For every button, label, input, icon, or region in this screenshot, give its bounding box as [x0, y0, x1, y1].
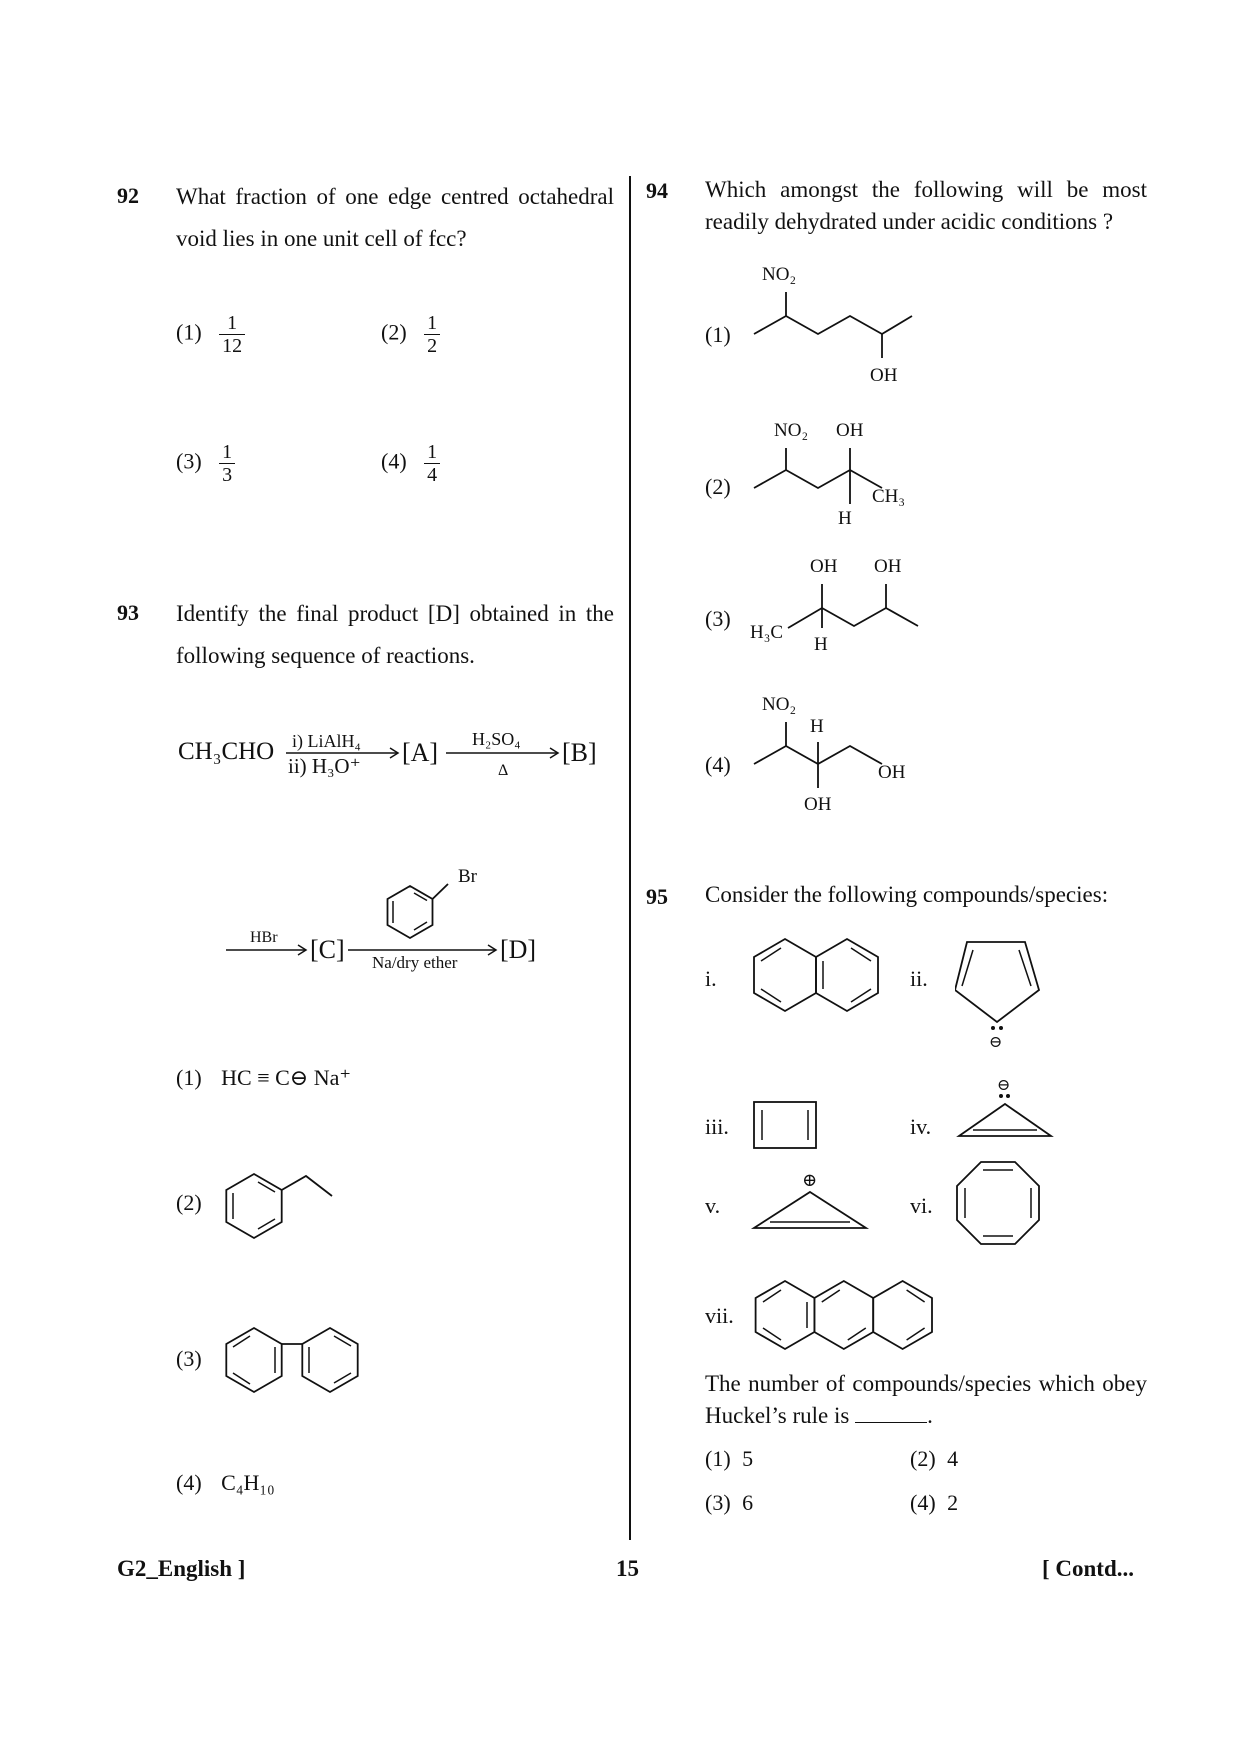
- q95-question-text: The number of compounds/species which obey Huckel’s rule is .: [705, 1371, 1147, 1428]
- svg-text:OH: OH: [804, 794, 832, 815]
- scheme-step4-bottom: Na/dry ether: [372, 953, 458, 972]
- column-divider: [629, 176, 631, 1540]
- q92-option-2[interactable]: [381, 312, 440, 357]
- q92-option-1[interactable]: [176, 312, 245, 357]
- q93-option-1[interactable]: [176, 1065, 351, 1091]
- svg-text:OH: OH: [878, 762, 906, 783]
- q95-option-3[interactable]: (3) 6: [705, 1490, 754, 1515]
- q93-option-4[interactable]: [176, 1470, 275, 1496]
- question-95-text: Consider the following compounds/species:: [705, 882, 1109, 907]
- scheme-step1-top: i) LiAlH₄: [292, 731, 361, 751]
- q95-option-1[interactable]: (1) 5: [705, 1446, 754, 1471]
- scheme-step1-bottom: ii) H₃O⁺: [288, 754, 361, 778]
- svg-text:OH: OH: [874, 556, 902, 577]
- species-iv-label: iv.: [910, 1114, 932, 1139]
- svg-text:NO₂: NO₂: [762, 264, 797, 285]
- q92-option-2-label: (2): [381, 319, 407, 345]
- species-iii-label: iii.: [705, 1114, 729, 1139]
- q92-option-3-fraction: $\frac{1}{3}$: [219, 441, 235, 486]
- svg-text:H: H: [814, 634, 828, 655]
- question-93-number: 93: [117, 600, 139, 625]
- q93-option-1-text: HC ≡ C⊖ Na⁺: [221, 1065, 351, 1090]
- svg-text:CH₃: CH₃: [872, 486, 906, 507]
- q92-option-3[interactable]: [176, 441, 235, 486]
- q93-option-1-label: (1): [176, 1065, 202, 1090]
- species-vi-label: vi.: [910, 1193, 933, 1218]
- answer-blank: [855, 1422, 927, 1423]
- q94-option-1-structure: [740, 258, 940, 388]
- cyclopropenyl-cation-structure: [750, 1168, 870, 1234]
- cyclobutadiene-structure: [752, 1100, 822, 1154]
- q95-option-4[interactable]: (4) 2: [910, 1490, 959, 1515]
- svg-text:H: H: [838, 508, 852, 529]
- svg-text:H: H: [810, 716, 824, 737]
- scheme-D: [D]: [500, 935, 537, 964]
- q92-option-2-fraction: $\frac{1}{2}$: [424, 312, 440, 357]
- q93-option-4-label: (4): [176, 1470, 202, 1495]
- q94-option-2-label[interactable]: (2): [705, 474, 731, 499]
- q92-option-1-label: (1): [176, 319, 202, 345]
- species-vii-label: vii.: [705, 1303, 734, 1328]
- svg-text:H₃C: H₃C: [750, 622, 784, 643]
- scheme-start: CH₃CHO: [178, 738, 275, 765]
- q93-option-2-label: (2): [176, 1190, 202, 1215]
- svg-text:OH: OH: [810, 556, 838, 577]
- q94-option-2-structure: [740, 412, 940, 542]
- svg-text:⊕: ⊕: [802, 1170, 818, 1190]
- bromobenzene-structure: [388, 884, 449, 938]
- question-92-number: 92: [117, 183, 139, 208]
- page-number: 15: [616, 1556, 639, 1581]
- q93-reaction-scheme-1: [170, 715, 620, 785]
- question-93-text: Identify the final product [D] obtained in the following sequence of reactions.: [176, 601, 614, 668]
- q92-option-4-fraction: $\frac{1}{4}$: [424, 441, 440, 486]
- naphthalene-structure: [748, 930, 888, 1020]
- footer-right: [ Contd...: [1042, 1556, 1135, 1581]
- scheme-step3-top: HBr: [250, 929, 278, 946]
- biphenyl-structure: [220, 1320, 390, 1400]
- anthracene-structure: [750, 1270, 946, 1360]
- q94-option-3-label[interactable]: (3): [705, 606, 731, 631]
- q93-reaction-scheme-2: [220, 860, 560, 975]
- svg-text:NO₂: NO₂: [762, 694, 797, 715]
- ethylbenzene-structure: [220, 1166, 360, 1246]
- scheme-C: [C]: [310, 935, 345, 964]
- cyclopropenyl-anion-structure: [955, 1074, 1055, 1144]
- scheme-B: [B]: [562, 738, 597, 767]
- q94-option-3-structure: [740, 548, 940, 668]
- svg-text:⊖: ⊖: [997, 1077, 1011, 1094]
- q92-option-1-fraction: $\frac{1}{12}$: [219, 312, 245, 357]
- scheme-step4-label: Br: [458, 866, 477, 887]
- q92-option-4-label: (4): [381, 448, 407, 474]
- q94-option-4-structure: [740, 688, 940, 818]
- species-v-label: v.: [705, 1193, 721, 1218]
- q93-option-4-text: C₄H₁₀: [221, 1470, 275, 1495]
- question-94-text: Which amongst the following will be most readily dehydrated under acidic conditions ?: [705, 177, 1147, 234]
- cyclopentadienyl-anion-structure: [955, 930, 1045, 1050]
- footer-left: G2_English ]: [117, 1556, 246, 1581]
- question-95-number: 95: [646, 884, 668, 909]
- q95-option-2[interactable]: (2) 4: [910, 1446, 959, 1471]
- q93-option-3-label: (3): [176, 1346, 202, 1371]
- svg-text:OH: OH: [836, 420, 864, 441]
- q93-option-3[interactable]: [176, 1346, 202, 1372]
- question-92-text: What fraction of one edge centred octahedral void lies in one unit cell of fcc?: [176, 184, 614, 251]
- svg-text:NO₂: NO₂: [774, 420, 809, 441]
- q94-option-4-label[interactable]: (4): [705, 752, 731, 777]
- scheme-A: [A]: [402, 738, 439, 767]
- scheme-step2-top: H₂SO₄: [472, 729, 521, 749]
- cyclooctatetraene-structure: [955, 1160, 1041, 1246]
- q92-option-4[interactable]: [381, 441, 440, 486]
- species-i-label: i.: [705, 966, 717, 991]
- q93-option-2[interactable]: [176, 1190, 202, 1216]
- svg-text:OH: OH: [870, 365, 898, 386]
- species-ii-label: ii.: [910, 966, 928, 991]
- q94-option-1-label[interactable]: (1): [705, 322, 731, 347]
- svg-text:⊖: ⊖: [989, 1034, 1003, 1050]
- question-94-number: 94: [646, 178, 668, 203]
- q92-option-3-label: (3): [176, 448, 202, 474]
- scheme-step2-bottom: Δ: [498, 762, 509, 779]
